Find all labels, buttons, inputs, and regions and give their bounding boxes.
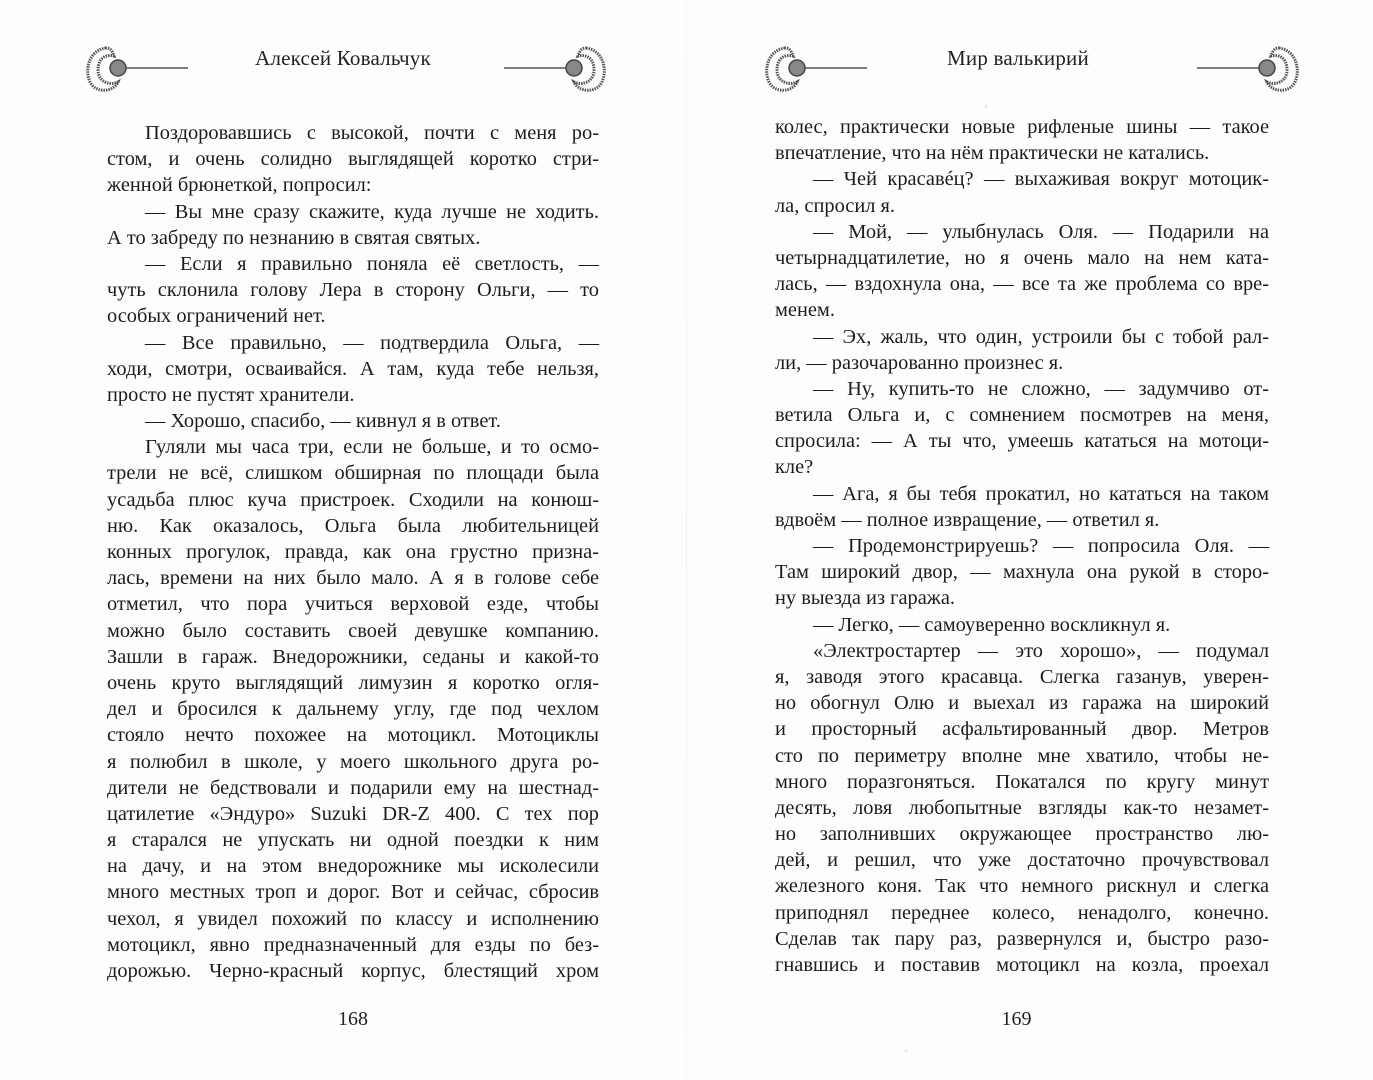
text-line: — Мой, — улыбнулась Оля. — Подарили на: [813, 220, 1269, 243]
text-line: — Вы мне сразу скажите, куда лучше не ходить.: [145, 200, 599, 223]
text-line: мотоцикл, явно предназначенный для езды по без-: [107, 933, 599, 956]
running-head: [0, 38, 686, 98]
text-line: вдвоём — полное извращение, — ответил я.: [775, 508, 1160, 531]
text-line: — Легко, — самоуверенно воскликнул я.: [813, 613, 1171, 636]
body-text: [107, 120, 599, 984]
left-page: [0, 0, 686, 1080]
ornament-scroll-right-icon: [1195, 38, 1305, 98]
text-line: очень круто выглядящий лимузин я коротко огля-: [107, 671, 599, 694]
text-line: железного коня. Так что немного рискнул и слегка: [775, 875, 1269, 898]
scan-artifact: [905, 1050, 907, 1052]
page-number: 168: [338, 1008, 368, 1030]
text-line: чуть склонила голову Лера в сторону Ольги, — то: [107, 279, 599, 302]
text-line: ли, — разочарованно произнес я.: [775, 351, 1064, 374]
text-line: много местных троп и дорог. Вот и сейчас, сбросив: [107, 881, 599, 904]
text-line: отметил, что пора учиться верховой езде, чтобы: [107, 593, 599, 616]
right-page: [687, 0, 1373, 1080]
text-line: дители не бедствовали и подарили ему на шестнад-: [107, 776, 599, 799]
text-line: Поздоровавшись с высокой, почти с меня ро-: [145, 122, 599, 144]
text-line: можно было составить своей девушке компанию.: [107, 619, 599, 642]
text-line: Зашли в гараж. Внедорожники, седаны и какой-то: [107, 645, 599, 668]
running-head-book-title: Мир валькирий: [947, 46, 1089, 70]
text-line: ходи, смотри, осваивайся. А там, куда тебе нельзя,: [107, 357, 599, 380]
text-line: особых ограничений нет.: [107, 305, 326, 328]
text-line: лась, — вздохнула она, — все та же проблема со вре-: [775, 273, 1269, 296]
text-line: — Продемонстрируешь? — попросила Оля. —: [813, 535, 1269, 557]
text-line: ню. Как оказалось, Ольга была любительницей: [107, 514, 599, 537]
text-line: я старался не упускать ни одной поездки к ним: [107, 829, 599, 852]
text-line: Там широкий двор, — махнула она рукой в сторо-: [775, 561, 1269, 584]
text-line: на дачу, и на этом внедорожнике мы исколесили: [107, 855, 599, 878]
text-line: — Ну, купить-то не сложно, — задумчиво от-: [813, 377, 1269, 400]
text-line: — Ага, я бы тебя прокатил, но кататься на таком: [813, 482, 1269, 505]
page-number: 169: [1001, 1008, 1032, 1030]
body-text: [775, 114, 1269, 978]
text-line: конных прогулок, правда, как она грустно призна-: [107, 541, 599, 563]
text-line: «Электростартер — это хорошо», — подумал: [813, 639, 1269, 662]
text-line: дей, и решил, что уже достаточно прочувствовал: [775, 849, 1269, 872]
text-line: — Хорошо, спасибо, — кивнул я в ответ.: [145, 410, 501, 433]
text-line: колес, практически новые рифленые шины — такое: [775, 116, 1269, 138]
text-line: стояло нечто похожее на мотоцикл. Мотоциклы: [107, 724, 599, 747]
text-line: цатилетие «Эндуро» Suzuki DR-Z 400. С тех пор: [107, 802, 599, 825]
text-line: впечатление, что на нём практически не катались.: [775, 142, 1210, 165]
text-line: Сделав так пару раз, развернулся и, быстро разо-: [775, 927, 1269, 950]
text-line: и просторный асфальтированный двор. Метров: [775, 718, 1269, 741]
text-line: усадьба плюс куча пристроек. Сходили на конюш-: [107, 488, 599, 511]
text-line: дел и бросился к дальнему углу, где под чехлом: [107, 698, 599, 721]
text-line: Гуляли мы часа три, если не больше, и то осмо-: [145, 436, 599, 459]
text-line: много поразгоняться. Покатался по кругу минут: [775, 770, 1269, 793]
text-line: гнавшись и поставив мотоцикл на козла, проехал: [775, 954, 1269, 976]
text-line: ла, спросил я.: [775, 194, 895, 217]
ornament-scroll-right-icon: [502, 38, 612, 98]
text-line: — Все правильно, — подтвердила Ольга, —: [145, 331, 599, 354]
text-line: ветила Ольга и, с сомнением посмотрев на меня,: [775, 404, 1269, 427]
text-line: ну выезда из гаража.: [775, 587, 956, 610]
text-line: чехол, я увидел похожий по классу и исполнению: [107, 907, 599, 930]
scan-artifact: [985, 105, 987, 108]
text-line: трели не всё, слишком обширная по площади была: [107, 462, 599, 485]
text-line: менем.: [775, 299, 835, 322]
text-line: дорожью. Черно-красный корпус, блестящий хром: [107, 960, 599, 982]
text-line: но заполнивших окружающее пространство лю-: [775, 823, 1269, 846]
text-line: я, заводя этого красавца. Слегка газанув, уверен-: [775, 665, 1269, 688]
text-line: женной брюнеткой, попросил:: [107, 174, 372, 197]
text-line: десять, ловя любопытные взгляды как-то незамет-: [775, 796, 1269, 819]
text-line: кле?: [775, 456, 814, 479]
text-line: — Эх, жаль, что один, устроили бы с тобой рал-: [813, 325, 1269, 348]
text-line: стом, и очень солидно выглядящей коротко стри-: [107, 148, 599, 171]
text-line: четырнадцатилетие, но я очень мало на нем ката-: [775, 246, 1269, 269]
text-line: — Если я правильно поняла её светлость, —: [145, 252, 599, 275]
text-line: я полюбил в школе, у моего школьного друга ро-: [107, 750, 599, 773]
text-line: просто не пустят хранители.: [107, 383, 355, 406]
text-line: лась, времени на них было мало. А я в голове себе: [107, 567, 599, 590]
text-line: но обогнул Олю и выехал из гаража на широкий: [775, 692, 1269, 715]
text-line: — Чей красавéц? — выхаживая вокруг мотоцик-: [813, 168, 1269, 191]
text-line: сто по периметру вполне мне хватило, чтобы не-: [775, 744, 1269, 767]
running-head-author: Алексей Ковальчук: [255, 46, 431, 70]
text-line: приподнял переднее колесо, ненадолго, конечно.: [775, 901, 1269, 924]
text-line: А то забреду по незнанию в святая святых.: [107, 226, 481, 249]
running-head: [687, 38, 1373, 98]
scan-artifact: [430, 820, 432, 822]
text-line: спросила: — А ты что, умеешь кататься на мотоци-: [775, 430, 1269, 453]
